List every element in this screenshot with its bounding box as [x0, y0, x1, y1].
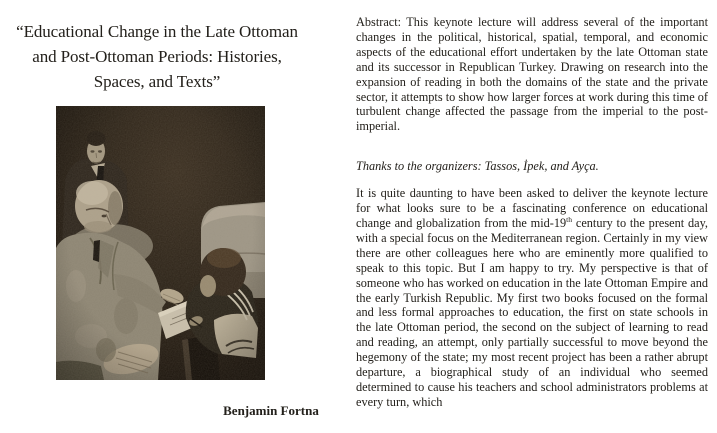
page-title	[0, 19, 314, 94]
body-text-before-superscript: It is quite daunting to have been asked to deliver the keynote lecture for what looks sure to be a fascinating conference on educational change and globalization from the mid-19	[356, 186, 708, 230]
title-line-2: and Post-Ottoman Periods: Histories,	[32, 47, 282, 67]
right-column	[356, 15, 708, 410]
body-paragraph	[356, 186, 708, 410]
title-line-3: Spaces, and Texts”	[93, 72, 221, 92]
body-text-after-superscript: century to the present day, with a special focus on the Mediterranean region. Certainly in my view there are other colleagues here who are eminently more qualified to speak to this topic. But I am happy to try. My perspective is that of someone who has worked on education in the late Ottoman Empire and the early Turkish Republic. My first two books focused on the formal and less formal approaches to education, the first on state schools in the late Ottoman period, the second on the subject of learning to read and reading, an attempt, only partially successful to move beyond the hegemony of the state; my most recent project has been a rather abrupt departure, a biographical study of an individual who seemed determined to cause his teachers and school administrators problems at every turn, which	[356, 215, 709, 409]
ordinal-superscript: th	[566, 214, 573, 224]
abstract-paragraph: Abstract: This keynote lecture will address several of the important changes in the political, historical, spatial, temporal, and economic aspects of the educational effort undertaken by the late Ottoman state and its successor in Republican Turkey. Drawing on research into the expansion of reading in both the domains of the state and the private sector, it attempts to show how larger forces at work during this time of turbulent change affected the passage from the imperial to the post-imperial.	[356, 15, 708, 134]
acknowledgment-line: Thanks to the organizers: Tassos, İpek, and Ayça.	[356, 159, 599, 174]
author-caption: Benjamin Fortna	[223, 403, 319, 418]
title-line-1: “Educational Change in the Late Ottoman	[16, 22, 298, 42]
photo-illustration	[56, 106, 265, 380]
historical-photo	[56, 106, 265, 380]
